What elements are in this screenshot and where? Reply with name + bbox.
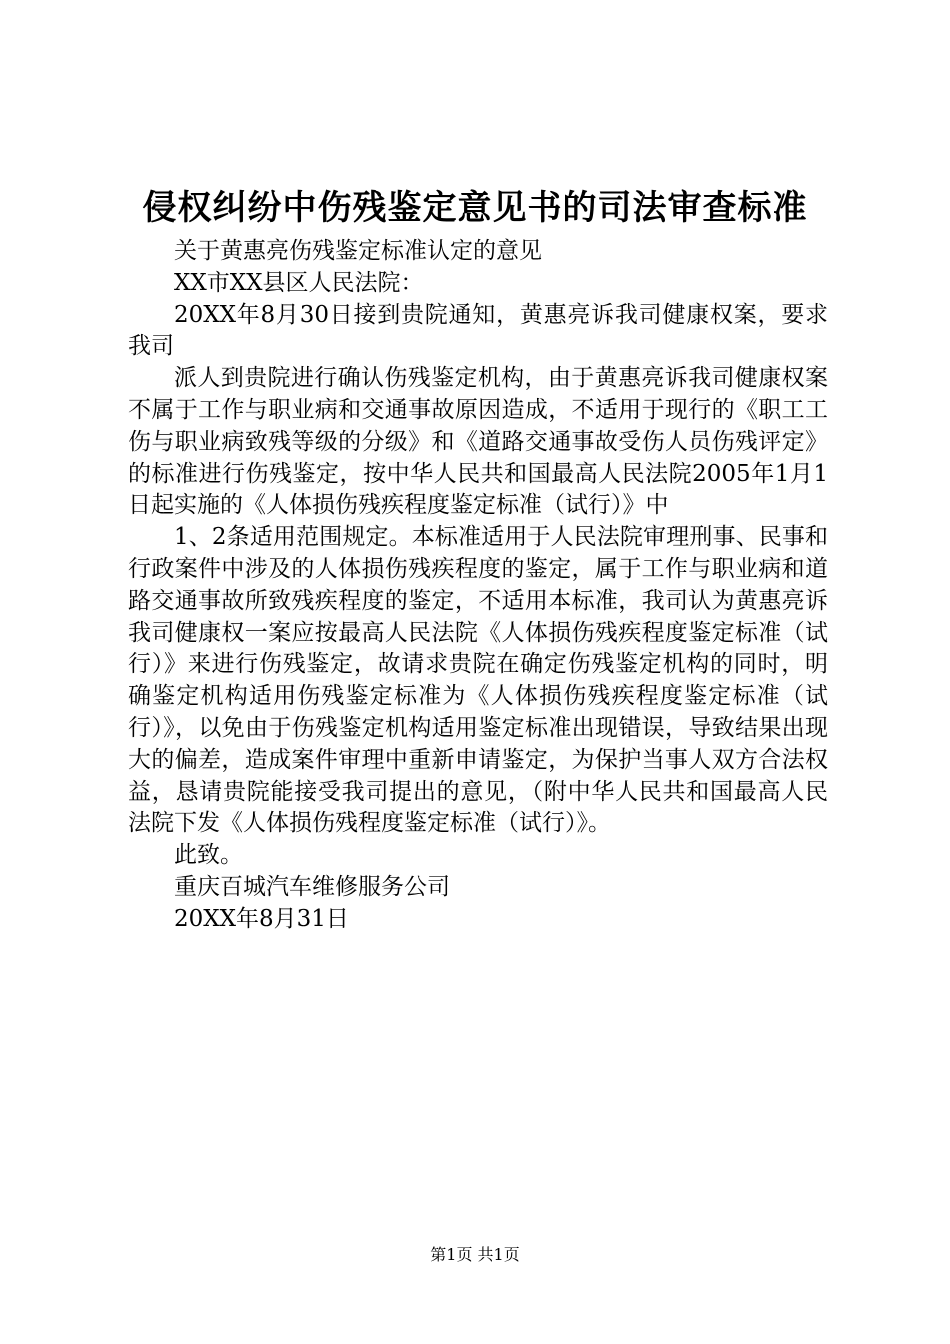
page-number-footer: 第1页 共1页 — [430, 1245, 520, 1264]
signature-company: 重庆百城汽车维修服务公司 — [174, 873, 450, 900]
body-paragraph-scope: 1、2条适用范围规定。本标准适用于人民法院审理刑事、民事和行政案件中涉及的人体损伤残疾程度的鉴定，属于工作与职业病和道路交通事故所致残疾程度的鉴定，不适用本标准，我司认为黄惠亮诉我司健康权一案应按最高人民法院《人体损伤残疾程度鉴定标准（试行）》来进行伤残鉴定，故请求贵院在确定伤残鉴定机构的同时，明确鉴定机构适用伤残鉴定标准为《人体损伤残疾程度鉴定标准（试行）》，以免由于伤残鉴定机构适用鉴定标准出现错误，导致结果出现大的偏差，造成案件审理中重新申请鉴定，为保护当事人双方合法权益，恳请贵院能接受我司提出的意见，（附中华人民共和国最高人民法院下发《人体损伤残程度鉴定标准（试行）》。 — [128, 524, 828, 837]
document-title: 侵权纠纷中伤残鉴定意见书的司法审查标准 — [142, 188, 808, 228]
body-paragraph-reason: 派人到贵院进行确认伤残鉴定机构，由于黄惠亮诉我司健康权案不属于工作与职业病和交通事故原因造成，不适用于现行的《职工工伤与职业病致残等级的分级》和《道路交通事故受伤人员伤残评定》的标准进行伤残鉴定，按中华人民共和国最高人民法院2005年1月1日起实施的《人体损伤残疾程度鉴定标准（试行）》中 — [128, 365, 828, 519]
closing-salutation: 此致。 — [174, 842, 243, 869]
body-paragraph-notice: 20XX年8月30日接到贵院通知，黄惠亮诉我司健康权案，要求我司 — [128, 301, 828, 360]
document-body — [128, 236, 828, 936]
opinion-heading: 关于黄惠亮伤残鉴定标准认定的意见 — [174, 238, 542, 264]
signature-date: 20XX年8月31日 — [174, 905, 349, 932]
addressee-line: XX市XX县区人民法院： — [174, 269, 424, 296]
